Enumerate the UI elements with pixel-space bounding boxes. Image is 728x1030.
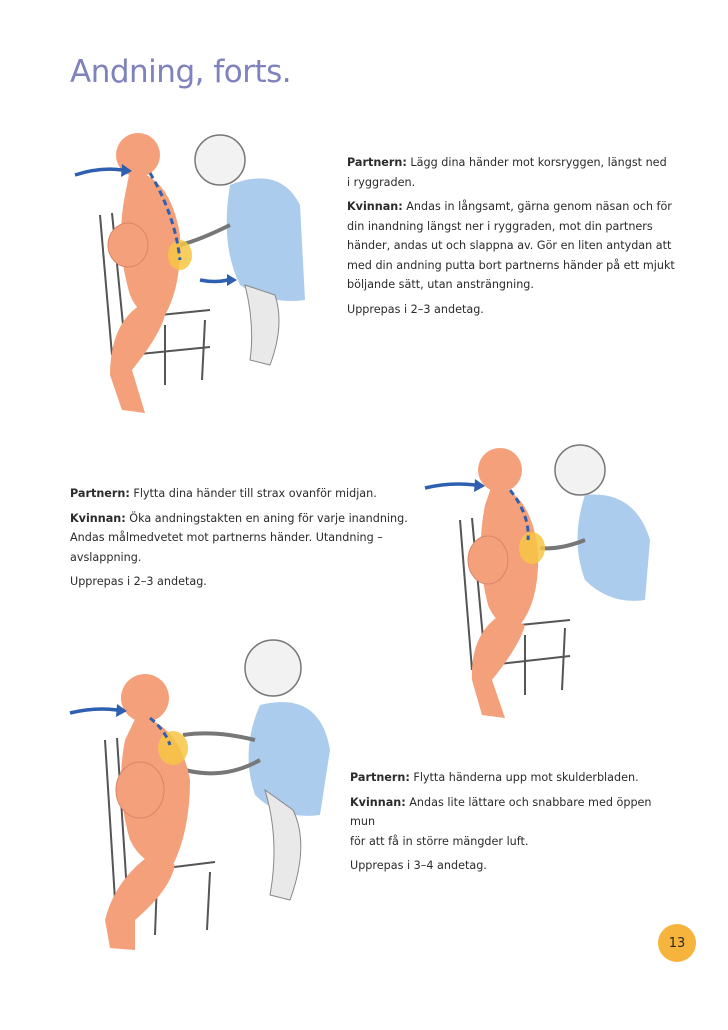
woman-text: händer, andas ut och slappna av. Gör en liten antydan att xyxy=(347,239,672,252)
illustration-above-waist xyxy=(420,430,670,730)
illustration-lower-back xyxy=(70,125,340,430)
woman-text: Öka andningstakten en aning för varje inandning. xyxy=(125,511,408,525)
woman-text: Andas målmedvetet mot partnerns händer. Utandning – xyxy=(70,531,383,544)
instruction-block-1 xyxy=(347,153,677,324)
partner-text: Lägg dina händer mot korsryggen, längst ned xyxy=(406,156,667,169)
instruction-block-3 xyxy=(350,768,680,881)
partner-text: Flytta händerna upp mot skulderbladen. xyxy=(409,771,639,784)
woman-text: Andas lite lättare och snabbare med öppen mun xyxy=(350,795,652,828)
illustration-shoulder-blades xyxy=(65,630,345,955)
woman-text: Andas in långsamt, gärna genom näsan och för xyxy=(402,200,672,213)
woman-label: Kvinnan: xyxy=(70,511,126,525)
woman-label: Kvinnan: xyxy=(350,795,406,809)
woman-text: din inandning längst ner i ryggraden, mot din partners xyxy=(347,219,653,233)
partner-text: i ryggraden. xyxy=(347,175,416,189)
partner-label: Partnern: xyxy=(347,156,407,169)
partner-text: Flytta dina händer till strax ovanför midjan. xyxy=(129,487,377,500)
woman-label: Kvinnan: xyxy=(347,200,403,213)
partner-label: Partnern: xyxy=(70,487,130,500)
page-number-badge: 13 xyxy=(658,924,696,962)
woman-text: för att få in större mängder luft. xyxy=(350,834,529,848)
page-title: Andning, forts. xyxy=(70,54,292,90)
instruction-block-2 xyxy=(70,484,410,597)
woman-text: avslappning. xyxy=(70,550,142,564)
partner-label: Partnern: xyxy=(350,771,410,784)
repeat-text: Upprepas i 3–4 andetag. xyxy=(350,859,487,872)
repeat-text: Upprepas i 2–3 andetag. xyxy=(347,302,484,316)
woman-text: med din andning putta bort partnerns händer på ett mjukt xyxy=(347,258,675,272)
woman-text: böljande sätt, utan ansträngning. xyxy=(347,278,534,291)
repeat-text: Upprepas i 2–3 andetag. xyxy=(70,575,207,588)
